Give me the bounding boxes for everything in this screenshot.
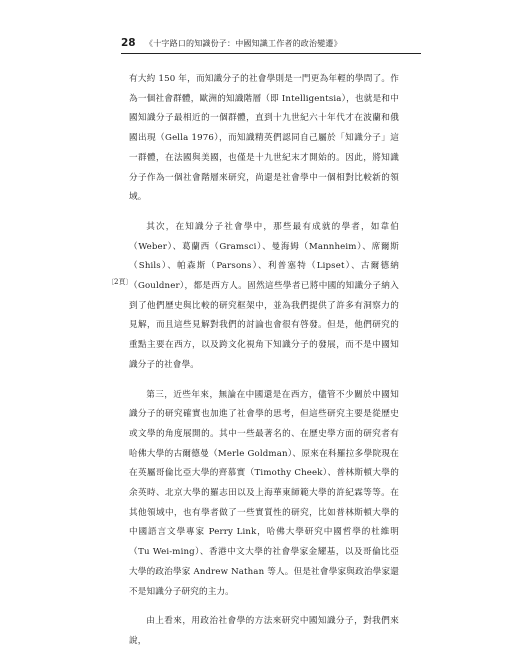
- margin-page-note: 〔2頁〕: [107, 278, 133, 286]
- page-number: 28: [121, 37, 136, 49]
- paragraph: 其次，在知識分子社會學中，那些最有成就的學者，如韋伯（Weber）、葛蘭西（Gramsci）、曼海姆（Mannheim）、席爾斯（Shils）、帕森斯（Parsons）、利普塞特（Lipset）、古爾德納（Gouldner），都是西方人。固然這些學者已將中國的知識分子納入到了他們歷史與比較的研究框架中，並為我們提供了許多有洞察力的見解，而且這些見解對我們的討論也會很有啓發。但是，他們研究的重點主要在西方，以及跨文化視角下知識分子的發展，而不是中國知識分子的社會學。: [129, 221, 399, 370]
- paragraph: 第三，近些年來，無論在中國還是在西方，儘管不少關於中國知識分子的研究確實也加進了社會學的思考，但這些研究主要是從歷史或文學的角度展開的。其中一些最著名的、在歷史學方面的研究者有哈佛大學的古爾德曼（Merle Goldman）、原來在科羅拉多學院現在在英屬哥倫比亞大學的齊慕實（Timothy Cheek）、普林斯頓大學的余英時、北京大學的羅志田以及上海華東師範大學的許紀霖等等。在其他領域中，也有學者做了一些實質性的研究，比如普林斯頓大學的中國語言文學專家 Perry Link，哈佛大學研究中國哲學的杜維明（Tu Wei-ming）、香港中文大學的社會學家金耀基，以及哥倫比亞大學的政治學家 Andrew Nathan 等人。但是社會學家與政治學家還不是知識分子研究的主力。: [129, 389, 399, 597]
- running-header: [121, 36, 421, 54]
- header-rule: [121, 53, 421, 54]
- body-text: [129, 70, 399, 652]
- paragraph: 由上看來，用政治社會學的方法來研究中國知識分子，對我們來說，: [129, 616, 399, 646]
- running-title: 《十字路口的知識份子：中國知識工作者的政治變遷》: [145, 39, 342, 48]
- paragraph: 有大約 150 年，而知識分子的社會學則是一門更為年輕的學問了。作為一個社會群體，歐洲的知識階層（即 Intelligentsia），也就是和中國知識分子最相近的一個群體，直到十九世紀六十年代才在波蘭和俄國出現（Gella 1976），而知識精英們認同自己屬於「知識分子」這一群體，在法國與美國，也僅是十九世紀末才開始的。因此，將知識分子作為一個社會階層來研究，尚還是社會學中一個相對比較新的領域。: [129, 74, 399, 203]
